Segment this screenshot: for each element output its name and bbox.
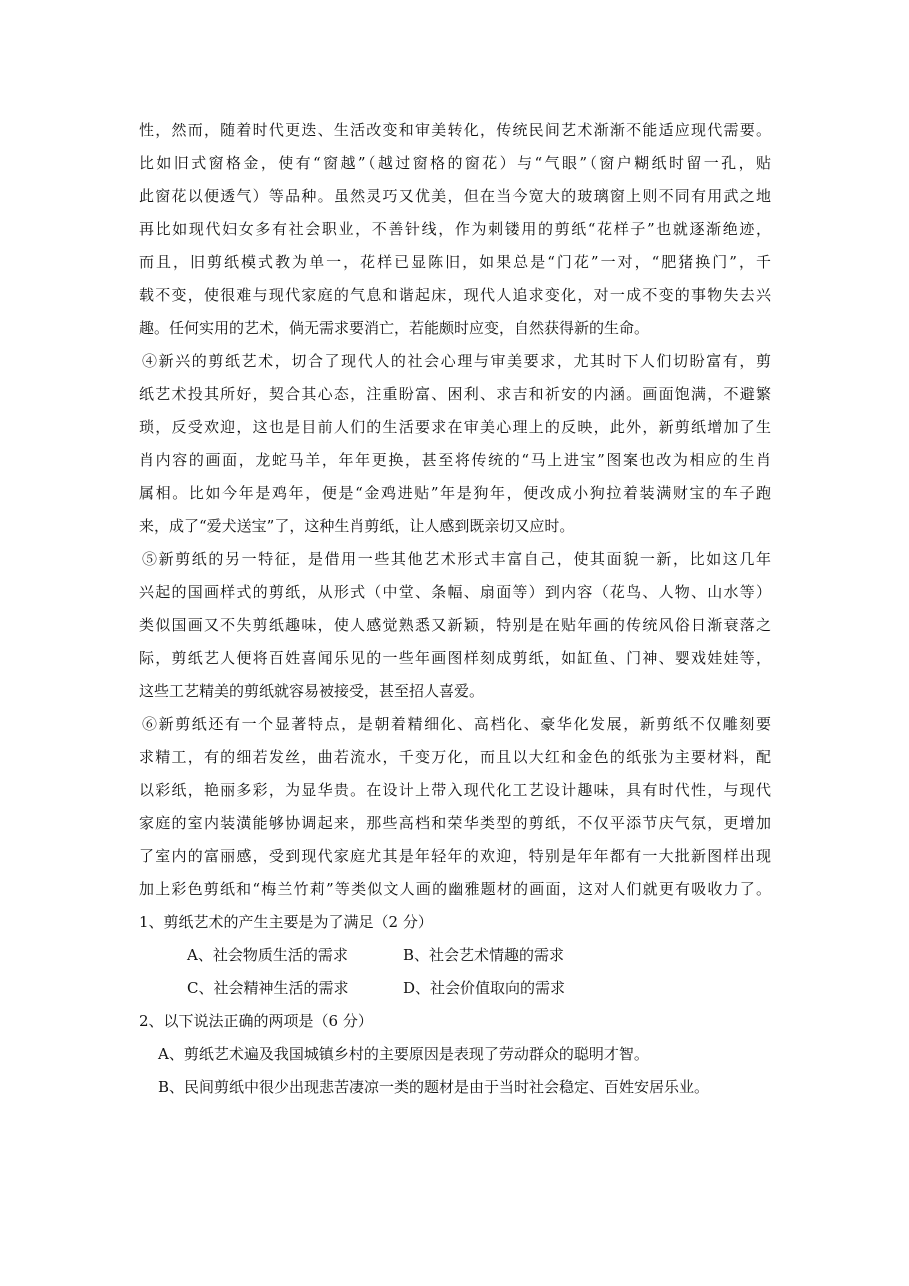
text-line: ⑥新剪纸还有一个显著特点，是朝着精细化、高档化、豪华化发展，新剪纸不仅雕刻要 bbox=[142, 715, 771, 733]
text-line: 这些工艺精美的剪纸就容易被接受，甚至招人喜爱。 bbox=[139, 682, 485, 700]
text-line: ④新兴的剪纸艺术，切合了现代人的社会心理与审美要求，尤其时下人们切盼富有，剪 bbox=[142, 352, 771, 370]
text-line: 求精工，有的细若发丝，曲若流水，千变万化，而且以大红和金色的纸张为主要材料，配 bbox=[139, 748, 771, 766]
question-1-option-a: A、社会物质生活的需求 bbox=[187, 946, 348, 964]
text-line: 载不变，使很难与现代家庭的气息和谐起床，现代人追求变化，对一成不变的事物失去兴 bbox=[139, 286, 771, 304]
question-stem: 1、剪纸艺术的产生主要是为了满足（2 分） bbox=[139, 913, 433, 931]
text-line: 而且，旧剪纸模式教为单一，花样已显陈旧，如果总是“门花”一对，“肥猪换门”，千 bbox=[139, 253, 771, 271]
question-1-option-d: D、社会价值取向的需求 bbox=[403, 979, 566, 997]
text-line: 再比如现代妇女多有社会职业，不善针线，作为刺镂用的剪纸“花样子”也就逐渐绝迹， bbox=[139, 220, 771, 238]
text-line: 以彩纸，艳丽多彩，为显华贵。在设计上带入现代化工艺设计趣味，具有时代性，与现代 bbox=[139, 781, 771, 799]
text-line: 来，成了“爱犬送宝”了，这种生肖剪纸，让人感到既亲切又应时。 bbox=[139, 517, 575, 535]
question-stem: 2、以下说法正确的两项是（6 分） bbox=[139, 1012, 373, 1030]
text-line: 趣。任何实用的艺术，倘无需求要消亡，若能颇时应变，自然获得新的生命。 bbox=[139, 319, 650, 337]
text-line: 加上彩色剪纸和“梅兰竹莉”等类似文人画的幽雅题材的画面，这对人们就更有吸收力了。 bbox=[139, 880, 771, 898]
text-line: 家庭的室内装潢能够协调起来，那些高档和荣华类型的剪纸，不仅平添节庆气氛，更增加 bbox=[139, 814, 771, 832]
question-1-option-c: C、社会精神生活的需求 bbox=[187, 979, 349, 997]
text-line: 际，剪纸艺人便将百姓喜闻乐见的一些年画图样刻成剪纸，如缸鱼、门神、婴戏娃娃等， bbox=[139, 649, 771, 667]
text-line: 琐，反受欢迎，这也是目前人们的生活要求在审美心理上的反映，此外，新剪纸增加了生 bbox=[139, 418, 771, 436]
question-1-option-b: B、社会艺术情趣的需求 bbox=[403, 946, 565, 964]
question-2-option-b: B、民间剪纸中很少出现悲苦凄凉一类的题材是由于当时社会稳定、百姓安居乐业。 bbox=[158, 1078, 710, 1096]
text-line: 类似国画又不失剪纸趣味，使人感觉熟悉又新颖，特别是在贴年画的传统风俗日渐衰落之 bbox=[139, 616, 771, 634]
text-line: 肖内容的画面，龙蛇马羊，年年更换，甚至将传统的“马上进宝”图案也改为相应的生肖 bbox=[139, 451, 771, 469]
text-line: 性，然而，随着时代更迭、生活改变和审美转化，传统民间艺术渐渐不能适应现代需要。 bbox=[139, 121, 771, 139]
text-line: 比如旧式窗格金，使有“窗越”（越过窗格的窗花）与“气眼”（窗户糊纸时留一孔，贴 bbox=[139, 154, 771, 172]
text-line: 属相。比如今年是鸡年，便是“金鸡进贴”年是狗年，便改成小狗拉着装满财宝的车子跑 bbox=[139, 484, 771, 502]
text-line: 纸艺术投其所好，契合其心态，注重盼富、困利、求吉和祈安的内涵。画面饱满，不避繁 bbox=[139, 385, 771, 403]
text-line: ⑤新剪纸的另一特征，是借用一些其他艺术形式丰富自己，使其面貌一新，比如这几年 bbox=[142, 550, 771, 568]
question-2-option-a: A、剪纸艺术遍及我国城镇乡村的主要原因是表现了劳动群众的聪明才智。 bbox=[158, 1045, 649, 1063]
text-line: 此窗花以便透气）等品种。虽然灵巧又优美，但在当今宽大的玻璃窗上则不同有用武之地 bbox=[139, 187, 771, 205]
text-line: 了室内的富丽感，受到现代家庭尤其是年轻年的欢迎，特别是年年都有一大批新图样出现 bbox=[139, 847, 771, 865]
text-line: 兴起的国画样式的剪纸，从形式（中堂、条幅、扇面等）到内容（花鸟、人物、山水等） bbox=[139, 583, 771, 601]
